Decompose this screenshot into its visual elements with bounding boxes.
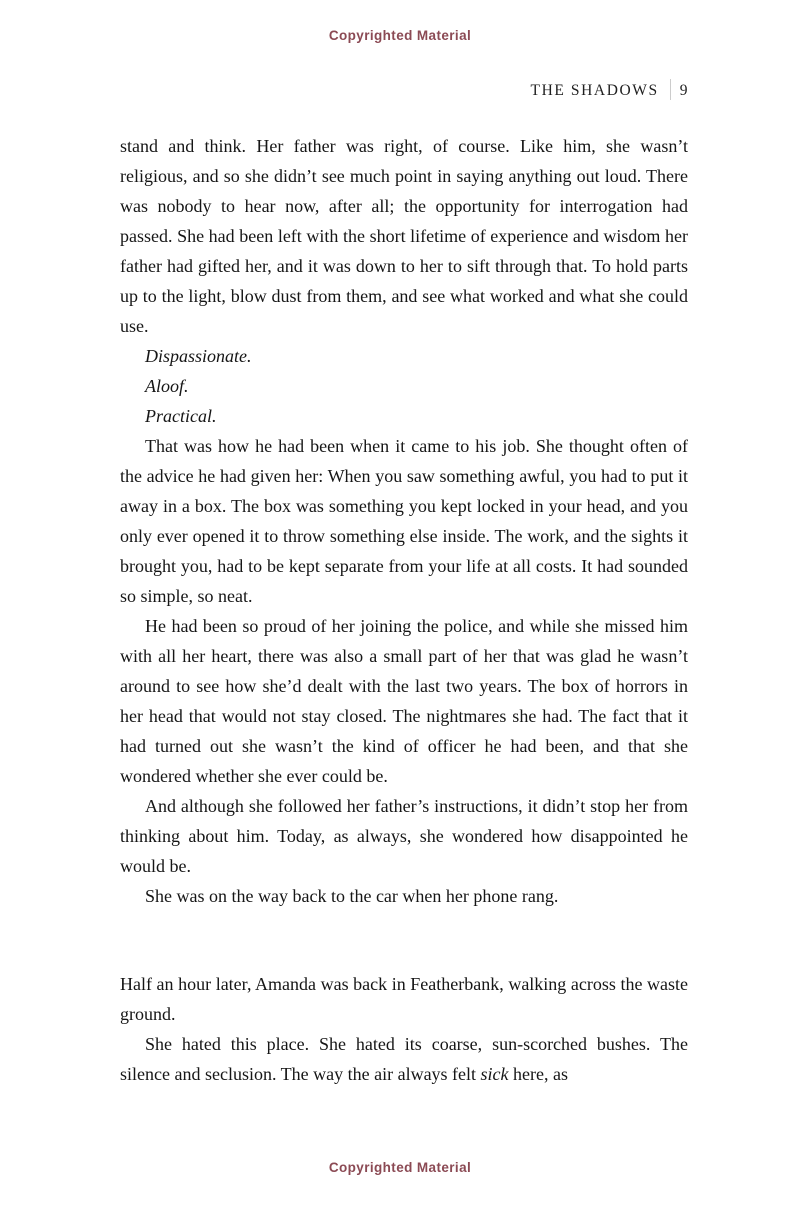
header-divider bbox=[670, 79, 671, 100]
paragraph: She was on the way back to the car when her phone rang. bbox=[145, 886, 559, 906]
paragraph: That was how he had been when it came to his job. She thought often of the advice he had given her: When you saw something awful, you had to put it away in a box. The box was something you kept locked in your head, and you only ever opened it to throw something else inside. The work, and the sights it brought you, had to be kept separate from your life at all costs. It had sounded so simple, so neat. bbox=[120, 436, 688, 606]
page-body bbox=[120, 131, 688, 1089]
paragraph: She hated this place. She hated its coarse, sun-scorched bushes. The silence and seclusion. The way the air always felt sick here, as bbox=[120, 1034, 688, 1084]
page-number: 9 bbox=[679, 82, 688, 99]
paragraph: Aloof. bbox=[145, 376, 189, 396]
paragraph: Dispassionate. bbox=[145, 346, 252, 366]
copyright-notice-bottom: Copyrighted Material bbox=[328, 1160, 472, 1175]
paragraph: Practical. bbox=[145, 406, 217, 426]
copyright-notice-top: Copyrighted Material bbox=[328, 28, 472, 43]
paragraph: stand and think. Her father was right, of course. Like him, she wasn’t religious, and so she didn’t see much point in saying anything out loud. There was nobody to hear now, after all; the opportunity for interrogation had passed. She had been left with the short lifetime of experience and wisdom her father had gifted her, and it was down to her to sift through that. To hold parts up to the light, blow dust from them, and see what worked and what she could use. bbox=[120, 136, 688, 336]
paragraph: And although she followed her father’s instructions, it didn’t stop her from thinking about him. Today, as always, she wondered how disappointed he would be. bbox=[120, 796, 688, 876]
book-title: THE SHADOWS bbox=[530, 82, 659, 99]
paragraph: Half an hour later, Amanda was back in Featherbank, walking across the waste ground. bbox=[120, 974, 688, 1024]
running-header bbox=[120, 79, 688, 100]
paragraph: He had been so proud of her joining the police, and while she missed him with all her heart, there was also a small part of her that was glad he wasn’t around to see how she’d dealt with the last two years. The box of horrors in her head that would not stay closed. The nightmares she had. The fact that it had turned out she wasn’t the kind of officer he had been, and that she wondered whether she ever could be. bbox=[120, 616, 688, 786]
